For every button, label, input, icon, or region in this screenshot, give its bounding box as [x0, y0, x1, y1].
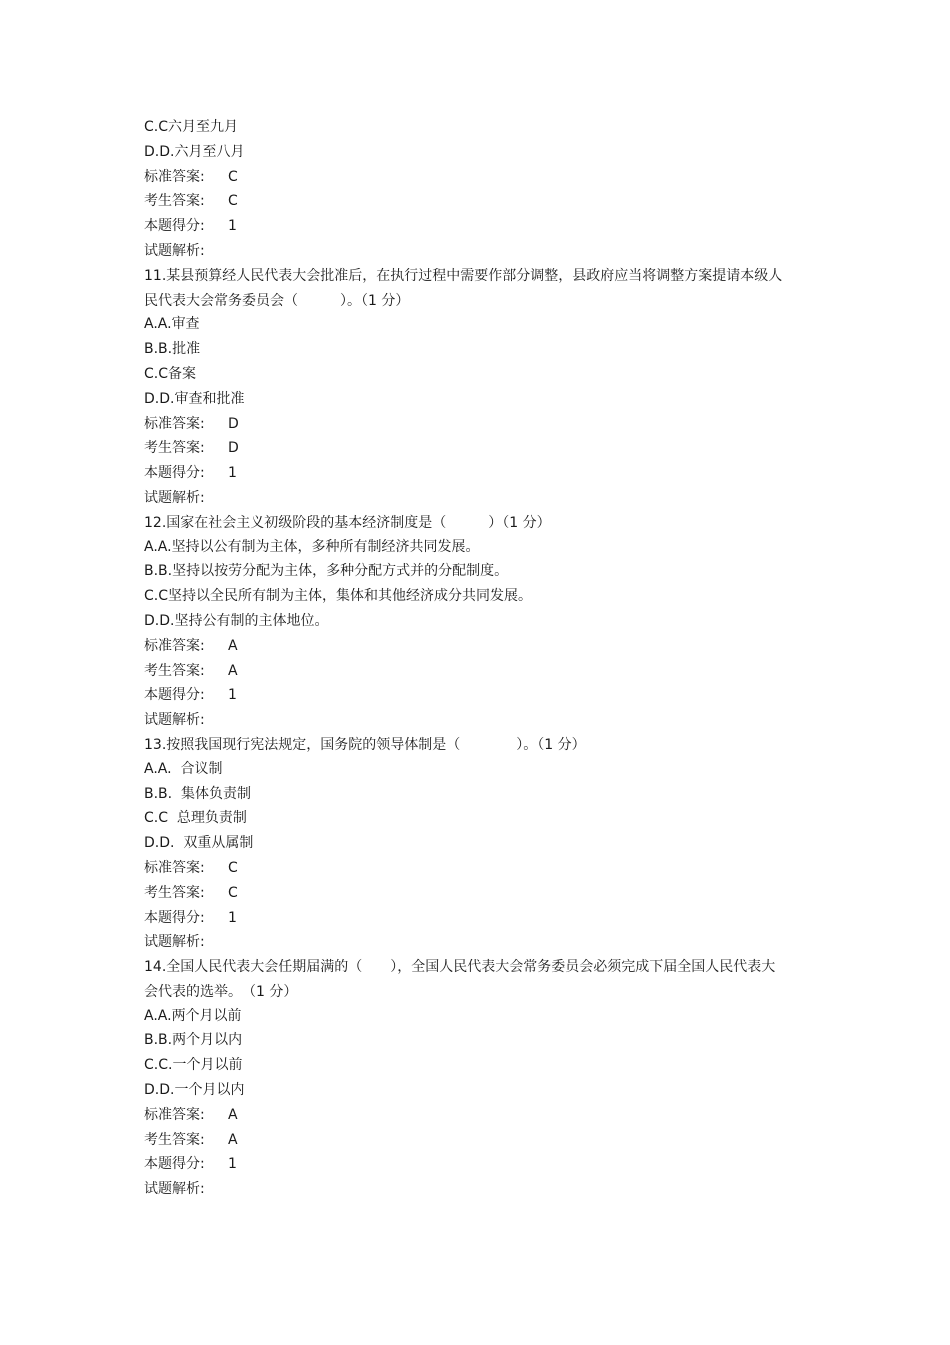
option-c: C.C.一个月以前 — [144, 1057, 243, 1074]
question-title: 13.按照我国现行宪法规定，国务院的领导体制是（ ）。（1 分） — [144, 736, 586, 753]
examinee-answer-value: C — [228, 884, 238, 901]
score-value: 1 — [228, 1156, 237, 1173]
score-row — [144, 464, 784, 482]
examinee-answer-label: 考生答案: — [144, 884, 205, 901]
standard-answer-row — [144, 168, 784, 186]
standard-answer-label: 标准答案: — [144, 415, 205, 432]
examinee-answer-row — [144, 662, 784, 680]
score-value: 1 — [228, 687, 237, 704]
score-value: 1 — [228, 909, 237, 926]
standard-answer-row — [144, 637, 784, 655]
option-d: D.D.一个月以内 — [144, 1082, 245, 1099]
score-row — [144, 1155, 784, 1173]
score-row — [144, 217, 784, 235]
question-title: 12.国家在社会主义初级阶段的基本经济制度是（ ）（1 分） — [144, 514, 551, 531]
examinee-answer-label: 考生答案: — [144, 1131, 205, 1148]
examinee-answer-value: D — [228, 440, 239, 457]
standard-answer-value: A — [228, 1106, 238, 1123]
score-row — [144, 686, 784, 704]
score-label: 本题得分: — [144, 1156, 205, 1173]
standard-answer-row — [144, 1106, 784, 1124]
option-d: D.D. 双重从属制 — [144, 835, 254, 852]
option-c: C.C 总理负责制 — [144, 810, 247, 827]
analysis-label: 试题解析: — [144, 934, 205, 951]
option-b: B.B.坚持以按劳分配为主体，多种分配方式并的分配制度。 — [144, 563, 509, 580]
option-d: D.D.坚持公有制的主体地位。 — [144, 612, 329, 629]
examinee-answer-row — [144, 192, 784, 210]
option-c: C.C六月至九月 — [144, 119, 239, 135]
option-b: B.B.两个月以内 — [144, 1032, 243, 1049]
score-label: 本题得分: — [144, 687, 205, 704]
examinee-answer-row — [144, 1131, 784, 1149]
standard-answer-label: 标准答案: — [144, 637, 205, 654]
examinee-answer-row — [144, 439, 784, 457]
analysis-label: 试题解析: — [144, 1181, 205, 1198]
examinee-answer-value: A — [228, 1131, 238, 1148]
standard-answer-row — [144, 859, 784, 877]
standard-answer-label: 标准答案: — [144, 168, 205, 185]
standard-answer-row — [144, 415, 784, 433]
option-c: C.C备案 — [144, 365, 197, 382]
question-title: 11.某县预算经人民代表大会批准后，在执行过程中需要作部分调整，县政府应当将调整方案提请本级人民代表大会常务委员会（ ）。（1 分） — [144, 267, 783, 309]
option-b: B.B. 集体负责制 — [144, 785, 252, 802]
standard-answer-label: 标准答案: — [144, 859, 205, 876]
document-page — [144, 118, 784, 1205]
option-d: D.D.审查和批准 — [144, 390, 245, 407]
score-row — [144, 909, 784, 927]
examinee-answer-value: A — [228, 662, 238, 679]
standard-answer-value: C — [228, 168, 238, 185]
analysis-label: 试题解析: — [144, 489, 205, 506]
option-a: A.A.两个月以前 — [144, 1007, 242, 1024]
score-value: 1 — [228, 465, 237, 482]
score-label: 本题得分: — [144, 218, 205, 235]
standard-answer-value: A — [228, 637, 238, 654]
option-a: A.A. 合议制 — [144, 760, 223, 777]
option-b: B.B.批准 — [144, 341, 201, 358]
examinee-answer-row — [144, 884, 784, 902]
analysis-label: 试题解析: — [144, 712, 205, 729]
examinee-answer-label: 考生答案: — [144, 662, 205, 679]
option-a: A.A.坚持以公有制为主体，多种所有制经济共同发展。 — [144, 538, 480, 555]
examinee-answer-value: C — [228, 193, 238, 210]
option-a: A.A.审查 — [144, 316, 200, 333]
analysis-label: 试题解析: — [144, 242, 205, 259]
option-c: C.C坚持以全民所有制为主体，集体和其他经济成分共同发展。 — [144, 588, 532, 605]
score-value: 1 — [228, 218, 237, 235]
question-title: 14.全国人民代表大会任期届满的（ ），全国人民代表大会常务委员会必须完成下届全国人民代表大会代表的选举。 （1 分） — [144, 959, 776, 1000]
examinee-answer-label: 考生答案: — [144, 440, 205, 457]
option-d: D.D.六月至八月 — [144, 143, 245, 160]
standard-answer-value: C — [228, 859, 238, 876]
score-label: 本题得分: — [144, 909, 205, 926]
examinee-answer-label: 考生答案: — [144, 193, 205, 210]
standard-answer-label: 标准答案: — [144, 1106, 205, 1123]
standard-answer-value: D — [228, 415, 239, 432]
score-label: 本题得分: — [144, 465, 205, 482]
